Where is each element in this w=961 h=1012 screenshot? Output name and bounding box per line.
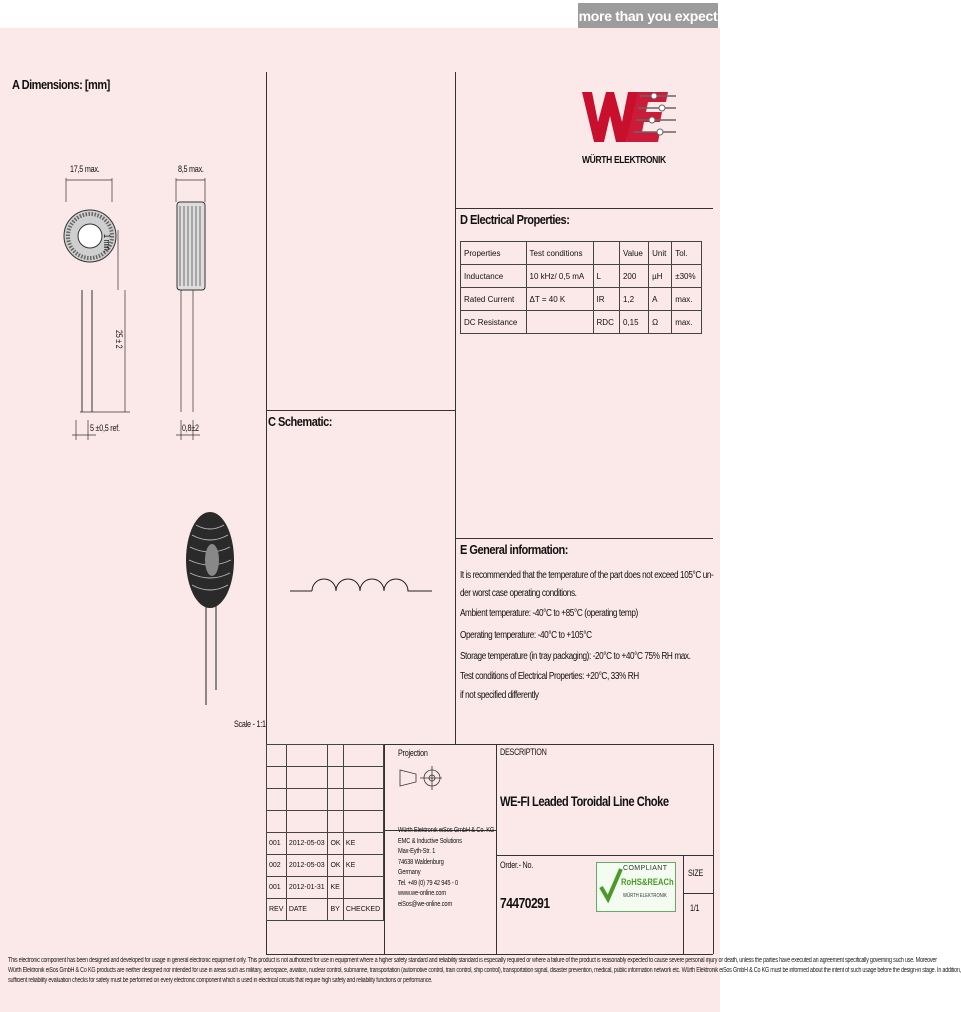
disclaimer-line: Würth Elektronik eiSos GmbH & Co KG products are neither designed nor intended for use in areas such as military, aerospace, aviation, nuclear control, submarine, transportation (automotive control, train control, ship control), transportation signal, disaster prevention, medical, public information network etc. Würth Elektronik eiSos GmbH & Co KG must be informed about the intent of such usage before the design-in stage. In addition, — [8, 967, 961, 974]
table-cell: ΔT = 40 K — [526, 288, 593, 311]
revision-cell: KE — [343, 855, 383, 877]
table-header: Value — [619, 242, 648, 265]
section-d-title: D Electrical Properties: — [460, 212, 570, 227]
table-cell: 200 — [619, 265, 648, 288]
compliant-text: COMPLIANT — [623, 865, 668, 872]
revision-cell: 2012-01-31 — [286, 877, 328, 899]
section-e-title: E General information: — [460, 542, 568, 557]
revision-cell: 2012-05-03 — [286, 855, 328, 877]
disclaimer-line: This electronic component has been designed and developed for usage in general electronic equipment only. This product is not authorized for use in equipment where a higher safety standard and reliability standard is especially required or where a failure of the product is reasonably expected to cause severe personal injury or death, unless the parties have executed an agreement specifically governing such use. Moreover — [8, 957, 937, 964]
table-row — [461, 288, 702, 311]
description-label: DESCRIPTION — [500, 747, 547, 757]
divider-left — [266, 72, 267, 744]
general-info-line: It is recommended that the temperature of the part does not exceed 105°C un- — [460, 570, 714, 581]
table-cell: RDC — [593, 311, 619, 334]
divider-general — [455, 538, 713, 539]
table-header: Tol. — [672, 242, 702, 265]
address-line: Germany — [398, 869, 421, 876]
titleblock-row-rule — [496, 855, 713, 856]
divider-electrical — [455, 208, 713, 209]
table-cell: 10 kHz/ 0,5 mA — [526, 265, 593, 288]
revision-cell: KE — [328, 877, 343, 899]
table-header — [593, 242, 619, 265]
table-header: Test conditions — [526, 242, 593, 265]
table-cell: 0,15 — [619, 311, 648, 334]
electrical-properties-table — [460, 241, 702, 334]
general-info-line: Operating temperature: -40°C to +105°C — [460, 630, 592, 641]
inductor-schematic — [286, 560, 436, 600]
rohs-reach-text: RoHS&REACh — [621, 877, 674, 887]
scale-label: Scale - 1:1 — [234, 719, 266, 729]
table-cell: L — [593, 265, 619, 288]
address-line: eiSos@we-online.com — [398, 900, 453, 908]
table-cell: max. — [672, 288, 702, 311]
revision-cell: 001 — [267, 833, 287, 855]
address-line: 74638 Waldenburg — [398, 858, 444, 866]
table-cell: A — [649, 288, 672, 311]
page-label: 1/1 — [690, 903, 700, 913]
revision-header: CHECKED — [343, 899, 383, 921]
titleblock-size-rule — [683, 855, 684, 954]
table-cell: ±30% — [672, 265, 702, 288]
table-cell — [526, 311, 593, 334]
logo-company-name: WÜRTH ELEKTRONIK — [582, 155, 666, 166]
table-row — [461, 265, 702, 288]
address-line: Tel. +49 (0) 79 42 945 - 0 — [398, 879, 459, 887]
wurth-logo — [578, 82, 678, 152]
revision-row — [267, 833, 384, 855]
titleblock-col-rule — [496, 744, 497, 954]
dim-width: 8,5 max. — [178, 164, 204, 174]
divider-right — [455, 72, 456, 744]
badge-company-text: WÜRTH ELEKTRONIK — [623, 893, 667, 899]
titleblock-right-rule — [713, 744, 714, 954]
table-cell: IR — [593, 288, 619, 311]
table-cell: max. — [672, 311, 702, 334]
address-line: www.we-online.com — [398, 890, 446, 897]
order-code-label: Order.- No. — [500, 860, 533, 870]
general-info-line: Storage temperature (in tray packaging): -20°C to +40°C 75% RH max. — [460, 651, 691, 662]
revision-cell: 2012-05-03 — [286, 833, 328, 855]
dim-pitch: 5 ±0,5 ref. — [90, 423, 120, 433]
dim-lead-length: 25 ± 2 — [114, 330, 124, 349]
table-header: Properties — [461, 242, 527, 265]
table-cell: Rated Current — [461, 288, 527, 311]
size-label: SIZE — [688, 868, 704, 878]
general-info-line: if not specified differently — [460, 690, 539, 701]
revision-header-row — [267, 899, 384, 921]
titleblock-size-row — [683, 893, 713, 894]
revision-cell — [343, 877, 383, 899]
table-cell: DC Resistance — [461, 311, 527, 334]
table-cell: 1,2 — [619, 288, 648, 311]
general-info-line: Test conditions of Electrical Properties: +20°C, 33% RH — [460, 671, 639, 682]
projection-symbol-icon — [396, 760, 444, 796]
table-cell: Ω — [649, 311, 672, 334]
dim-wire: 0,8±2 — [182, 423, 199, 433]
revision-cell: 002 — [267, 855, 287, 877]
projection-label: Projection — [398, 748, 428, 758]
revision-header: DATE — [286, 899, 328, 921]
company-address — [398, 826, 494, 910]
revision-cell: OK — [328, 855, 343, 877]
section-c-title: C Schematic: — [268, 414, 332, 429]
section-a-title: A Dimensions: [mm] — [12, 77, 110, 92]
table-row — [461, 311, 702, 334]
titleblock-bottom-rule — [266, 954, 713, 955]
revision-table — [266, 744, 384, 921]
address-line: EMC & Inductive Solutions — [398, 837, 462, 845]
tagline-banner: more than you expect — [578, 3, 718, 29]
revision-row — [267, 877, 384, 899]
divider-schematic — [266, 410, 455, 411]
checkmark-icon — [597, 863, 623, 911]
revision-cell: 001 — [267, 877, 287, 899]
address-line: Würth Elektronik eiSos GmbH & Co. KG — [398, 827, 495, 834]
dim-lead-top: 1 min. — [102, 234, 112, 253]
table-cell: Inductance — [461, 265, 527, 288]
general-info-line: der worst case operating conditions. — [460, 588, 577, 599]
dim-outer-diameter: 17,5 max. — [70, 164, 100, 174]
product-image — [180, 505, 260, 715]
table-header: Unit — [649, 242, 672, 265]
disclaimer-line: sufficient reliability evaluation checks for safety must be performed on every electronic component which is used in electrical circuits that require high safety and reliability functions or performance. — [8, 977, 433, 984]
titleblock-col-rule — [384, 744, 385, 954]
revision-header: BY — [328, 899, 343, 921]
dimension-drawing — [0, 150, 266, 450]
table-cell: µH — [649, 265, 672, 288]
revision-cell: KE — [343, 833, 383, 855]
revision-row — [267, 855, 384, 877]
product-name: WE-FI Leaded Toroidal Line Choke — [500, 793, 669, 809]
address-line: Max-Eyth-Str. 1 — [398, 848, 436, 855]
order-code: 74470291 — [500, 895, 550, 912]
rohs-reach-badge — [596, 862, 676, 912]
table-header-row — [461, 242, 702, 265]
revision-header: REV — [267, 899, 287, 921]
revision-cell: OK — [328, 833, 343, 855]
general-info-line: Ambient temperature: -40°C to +85°C (operating temp) — [460, 608, 638, 619]
